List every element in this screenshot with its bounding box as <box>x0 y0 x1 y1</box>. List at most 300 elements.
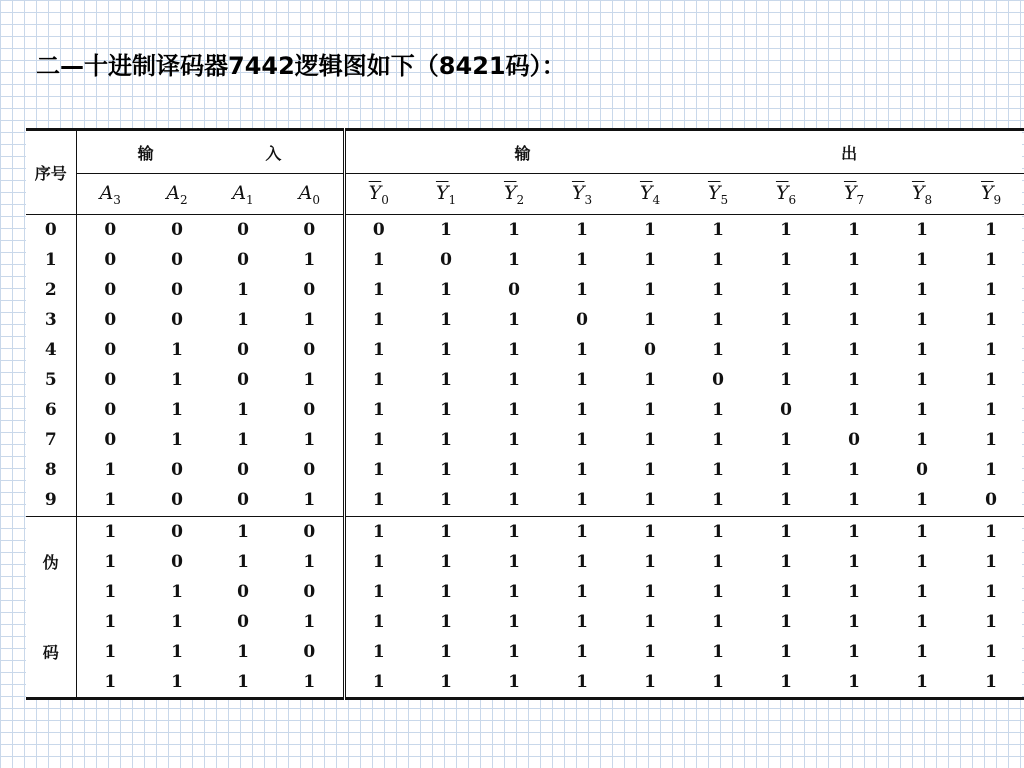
col-header-letter: $\overline{Y}$ <box>707 181 721 204</box>
output-cell: 1 <box>712 430 724 451</box>
input-cell: 1 <box>237 400 249 421</box>
seq-cell: 4 <box>26 335 76 365</box>
output-cell: 1 <box>985 460 997 481</box>
input-cell: 1 <box>276 305 344 335</box>
output-cell: 1 <box>644 641 656 662</box>
output-cell: 1 <box>752 215 820 246</box>
input-cell: 1 <box>210 667 276 699</box>
output-cell: 1 <box>848 250 860 271</box>
output-cell: 1 <box>916 310 928 331</box>
input-cell: 1 <box>104 490 117 511</box>
output-cell: 1 <box>576 490 588 511</box>
input-header-char-2: 入 <box>265 143 282 163</box>
output-cell: 1 <box>848 370 860 391</box>
output-cell: 1 <box>780 551 792 572</box>
output-cell: 1 <box>916 430 928 451</box>
col-header-subscript: 4 <box>652 192 661 207</box>
input-cell: 0 <box>276 335 344 365</box>
output-cell: 1 <box>440 611 452 632</box>
output-cell: 0 <box>712 370 724 391</box>
col-header-letter: A <box>99 181 114 204</box>
output-cell: 1 <box>848 490 860 511</box>
output-cell: 1 <box>956 667 1024 699</box>
output-group-header <box>344 130 1024 174</box>
table-row-pseudo <box>26 516 1024 547</box>
output-cell: 1 <box>440 581 452 602</box>
output-cell: 1 <box>480 667 548 699</box>
input-cell: 1 <box>276 365 344 395</box>
input-cell: 1 <box>276 667 344 699</box>
output-cell: 1 <box>508 400 520 421</box>
output-cell: 1 <box>820 215 888 246</box>
output-cell: 0 <box>344 215 412 246</box>
output-cell: 1 <box>372 370 385 391</box>
output-cell: 1 <box>848 460 860 481</box>
output-cell: 1 <box>712 460 724 481</box>
input-cell: 1 <box>171 430 183 451</box>
output-cell: 1 <box>916 400 928 421</box>
output-cell: 1 <box>372 400 385 421</box>
output-cell: 1 <box>712 400 724 421</box>
output-cell: 1 <box>508 460 520 481</box>
output-cell: 1 <box>712 250 724 271</box>
input-cell: 1 <box>104 581 117 602</box>
output-cell: 1 <box>576 611 588 632</box>
input-cell: 1 <box>276 485 344 516</box>
output-cell: 1 <box>848 340 860 361</box>
col-header-subscript: 2 <box>180 192 188 207</box>
slide-title: 二—十进制译码器7442逻辑图如下（8421码）： <box>36 52 566 80</box>
output-cell: 1 <box>440 280 452 301</box>
input-cell: 0 <box>237 490 249 511</box>
table-row <box>26 395 1024 425</box>
output-cell: 1 <box>576 551 588 572</box>
output-cell: 1 <box>508 581 520 602</box>
output-cell: 0 <box>848 430 860 451</box>
input-cell: 0 <box>276 516 344 547</box>
table-row <box>26 365 1024 395</box>
output-cell: 1 <box>372 460 385 481</box>
output-cell: 1 <box>508 430 520 451</box>
output-header-char-1: 输 <box>514 143 531 163</box>
output-cell: 1 <box>780 490 792 511</box>
input-cell: 1 <box>171 340 183 361</box>
input-cell: 1 <box>144 667 210 699</box>
output-cell: 1 <box>480 516 548 547</box>
input-col-header <box>210 174 276 215</box>
table-row <box>26 305 1024 335</box>
input-cell: 0 <box>237 581 249 602</box>
input-cell: 0 <box>104 280 117 301</box>
input-cell: 1 <box>104 551 117 572</box>
input-cell: 0 <box>144 215 210 246</box>
col-header-subscript: 7 <box>856 192 865 207</box>
input-cell: 0 <box>237 370 249 391</box>
input-cell: 1 <box>237 280 249 301</box>
col-header-letter: $\overline{Y}$ <box>843 181 857 204</box>
output-cell: 1 <box>372 280 385 301</box>
col-header-subscript: 0 <box>312 192 320 207</box>
input-cell: 0 <box>171 490 183 511</box>
col-header-subscript: 0 <box>381 192 389 207</box>
output-cell: 1 <box>440 641 452 662</box>
header-row-groups <box>26 130 1024 174</box>
col-header-letter: $\overline{Y}$ <box>435 181 449 204</box>
input-cell: 1 <box>237 641 249 662</box>
input-cell: 1 <box>104 611 117 632</box>
output-cell: 1 <box>372 611 385 632</box>
output-cell: 1 <box>372 310 385 331</box>
output-cell: 1 <box>985 581 997 602</box>
output-cell: 1 <box>576 581 588 602</box>
output-cell: 1 <box>712 310 724 331</box>
input-cell: 0 <box>104 400 117 421</box>
output-cell: 1 <box>956 516 1024 547</box>
col-header-letter: A <box>232 181 247 204</box>
col-header-subscript: 3 <box>113 192 121 207</box>
output-cell: 1 <box>644 310 656 331</box>
output-cell: 1 <box>576 641 588 662</box>
output-cell: 1 <box>440 551 452 572</box>
output-cell: 1 <box>576 340 588 361</box>
input-cell: 1 <box>171 611 183 632</box>
output-cell: 1 <box>616 516 684 547</box>
table-row <box>26 455 1024 485</box>
output-cell: 1 <box>820 667 888 699</box>
col-header-subscript: 5 <box>720 192 729 207</box>
output-cell: 1 <box>372 551 385 572</box>
output-cell: 1 <box>548 516 616 547</box>
output-cell: 1 <box>888 667 956 699</box>
input-cell: 1 <box>276 245 344 275</box>
output-cell: 1 <box>372 340 385 361</box>
output-cell: 1 <box>576 280 588 301</box>
input-cell: 0 <box>76 215 144 246</box>
input-cell: 1 <box>276 425 344 455</box>
output-cell: 1 <box>440 310 452 331</box>
output-cell: 1 <box>780 370 792 391</box>
seq-cell: 8 <box>26 455 76 485</box>
output-cell: 1 <box>712 490 724 511</box>
table-row-pseudo <box>26 637 1024 667</box>
input-cell: 0 <box>276 637 344 667</box>
output-cell: 1 <box>780 280 792 301</box>
output-cell: 1 <box>985 430 997 451</box>
seq-cell: 6 <box>26 395 76 425</box>
output-cell: 1 <box>985 310 997 331</box>
output-cell: 1 <box>576 430 588 451</box>
output-cell: 1 <box>372 490 385 511</box>
input-cell: 0 <box>144 516 210 547</box>
output-cell: 0 <box>916 460 928 481</box>
output-col-header <box>480 174 548 215</box>
output-cell: 1 <box>508 340 520 361</box>
seq-cell: 3 <box>26 305 76 335</box>
output-cell: 1 <box>916 581 928 602</box>
output-cell: 1 <box>780 250 792 271</box>
output-cell: 1 <box>916 280 928 301</box>
input-cell: 1 <box>104 460 117 481</box>
output-cell: 1 <box>412 215 480 246</box>
output-cell: 1 <box>644 370 656 391</box>
input-cell: 0 <box>104 340 117 361</box>
input-cell: 0 <box>237 340 249 361</box>
col-header-subscript: 2 <box>516 192 525 207</box>
col-header-letter: $\overline{Y}$ <box>503 181 517 204</box>
output-cell: 1 <box>848 551 860 572</box>
table-row <box>26 425 1024 455</box>
output-cell: 1 <box>616 667 684 699</box>
output-cell: 1 <box>712 551 724 572</box>
output-col-header <box>616 174 684 215</box>
input-group-header <box>76 130 344 174</box>
output-cell: 1 <box>848 400 860 421</box>
input-cell: 0 <box>276 275 344 305</box>
input-cell: 0 <box>104 250 117 271</box>
output-cell: 1 <box>644 280 656 301</box>
output-cell: 1 <box>956 215 1024 246</box>
input-cell: 0 <box>104 310 117 331</box>
output-cell: 1 <box>372 430 385 451</box>
input-cell: 1 <box>237 430 249 451</box>
col-header-subscript: 1 <box>246 192 254 207</box>
input-cell: 1 <box>171 400 183 421</box>
output-cell: 1 <box>644 611 656 632</box>
output-cell: 1 <box>480 215 548 246</box>
input-cell: 0 <box>276 455 344 485</box>
output-cell: 1 <box>684 215 752 246</box>
input-cell: 1 <box>237 310 249 331</box>
output-cell: 0 <box>644 340 656 361</box>
output-cell: 1 <box>576 250 588 271</box>
output-cell: 1 <box>916 340 928 361</box>
input-col-header <box>144 174 210 215</box>
input-cell: 0 <box>237 250 249 271</box>
output-col-header <box>752 174 820 215</box>
output-cell: 0 <box>576 310 588 331</box>
input-col-header <box>276 174 344 215</box>
output-cell: 1 <box>644 430 656 451</box>
col-header-subscript: 9 <box>993 192 1002 207</box>
col-header-letter: $\overline{Y}$ <box>639 181 653 204</box>
seq-cell: 1 <box>26 245 76 275</box>
seq-cell: 7 <box>26 425 76 455</box>
output-header-char-2: 出 <box>841 143 858 163</box>
output-cell: 1 <box>440 370 452 391</box>
input-cell: 1 <box>76 667 144 699</box>
table-row-pseudo <box>26 577 1024 607</box>
col-header-letter: A <box>298 181 313 204</box>
output-cell: 1 <box>684 516 752 547</box>
truth-table <box>26 128 1024 700</box>
output-cell: 1 <box>508 370 520 391</box>
output-cell: 1 <box>985 370 997 391</box>
col-header-letter: $\overline{Y}$ <box>368 181 382 204</box>
output-cell: 1 <box>820 516 888 547</box>
seq-header: 序号 <box>26 130 76 215</box>
output-cell: 1 <box>916 641 928 662</box>
output-cell: 1 <box>848 641 860 662</box>
col-header-letter: A <box>166 181 181 204</box>
output-cell: 0 <box>780 400 792 421</box>
seq-cell: 0 <box>26 215 76 246</box>
output-cell: 1 <box>644 250 656 271</box>
output-cell: 1 <box>916 611 928 632</box>
input-cell: 0 <box>171 460 183 481</box>
output-cell: 1 <box>576 460 588 481</box>
output-col-header <box>548 174 616 215</box>
output-cell: 1 <box>916 370 928 391</box>
input-cell: 1 <box>104 641 117 662</box>
table-row <box>26 215 1024 246</box>
output-cell: 1 <box>916 250 928 271</box>
output-cell: 1 <box>780 310 792 331</box>
output-cell: 1 <box>916 490 928 511</box>
output-cell: 1 <box>412 667 480 699</box>
output-col-header <box>820 174 888 215</box>
input-header-char-1: 输 <box>137 143 154 163</box>
output-cell: 1 <box>644 551 656 572</box>
output-cell: 1 <box>780 430 792 451</box>
input-cell: 0 <box>104 370 117 391</box>
output-cell: 1 <box>576 400 588 421</box>
input-cell: 1 <box>210 516 276 547</box>
output-cell: 1 <box>548 667 616 699</box>
table-row <box>26 275 1024 305</box>
output-cell: 1 <box>712 611 724 632</box>
table-row <box>26 335 1024 365</box>
input-col-header <box>76 174 144 215</box>
table-row <box>26 485 1024 516</box>
table-row <box>26 245 1024 275</box>
col-header-subscript: 3 <box>584 192 593 207</box>
input-cell: 1 <box>171 370 183 391</box>
output-cell: 1 <box>440 400 452 421</box>
output-cell: 1 <box>848 310 860 331</box>
output-col-header <box>888 174 956 215</box>
input-cell: 0 <box>210 215 276 246</box>
output-cell: 1 <box>616 215 684 246</box>
output-cell: 1 <box>440 460 452 481</box>
output-col-header <box>684 174 752 215</box>
table-row-pseudo <box>26 607 1024 637</box>
output-col-header <box>956 174 1024 215</box>
output-cell: 1 <box>684 667 752 699</box>
input-cell: 1 <box>171 641 183 662</box>
output-cell: 1 <box>985 611 997 632</box>
input-cell: 0 <box>237 611 249 632</box>
output-cell: 1 <box>576 370 588 391</box>
output-cell: 1 <box>548 215 616 246</box>
output-cell: 1 <box>916 551 928 572</box>
output-cell: 1 <box>508 551 520 572</box>
output-cell: 1 <box>508 611 520 632</box>
input-cell: 0 <box>237 460 249 481</box>
output-cell: 1 <box>712 340 724 361</box>
output-cell: 1 <box>752 667 820 699</box>
input-cell: 1 <box>237 551 249 572</box>
output-cell: 1 <box>985 250 997 271</box>
output-cell: 1 <box>780 460 792 481</box>
input-cell: 1 <box>276 547 344 577</box>
output-cell: 1 <box>644 581 656 602</box>
pseudo-code-label: 码 <box>26 607 76 699</box>
output-cell: 1 <box>985 400 997 421</box>
col-header-subscript: 1 <box>448 192 457 207</box>
output-cell: 1 <box>985 641 997 662</box>
output-cell: 1 <box>440 490 452 511</box>
output-cell: 1 <box>780 581 792 602</box>
input-cell: 0 <box>171 280 183 301</box>
input-cell: 0 <box>171 551 183 572</box>
col-header-subscript: 8 <box>924 192 933 207</box>
output-cell: 1 <box>508 641 520 662</box>
input-cell: 0 <box>276 395 344 425</box>
output-cell: 1 <box>644 460 656 481</box>
output-cell: 1 <box>412 516 480 547</box>
input-cell: 1 <box>171 581 183 602</box>
output-cell: 1 <box>372 250 385 271</box>
output-cell: 1 <box>985 340 997 361</box>
col-header-letter: $\overline{Y}$ <box>775 181 789 204</box>
output-col-header <box>412 174 480 215</box>
output-cell: 1 <box>440 340 452 361</box>
input-cell: 0 <box>276 577 344 607</box>
input-cell: 0 <box>171 310 183 331</box>
output-cell: 1 <box>712 581 724 602</box>
output-col-header <box>344 174 412 215</box>
output-cell: 1 <box>780 641 792 662</box>
output-cell: 1 <box>780 611 792 632</box>
output-cell: 1 <box>440 430 452 451</box>
seq-cell: 9 <box>26 485 76 516</box>
output-cell: 1 <box>644 490 656 511</box>
output-cell: 1 <box>372 641 385 662</box>
output-cell: 1 <box>508 490 520 511</box>
col-header-letter: $\overline{Y}$ <box>911 181 925 204</box>
output-cell: 1 <box>985 280 997 301</box>
output-cell: 1 <box>372 581 385 602</box>
output-cell: 1 <box>888 215 956 246</box>
output-cell: 1 <box>848 581 860 602</box>
col-header-letter: $\overline{Y}$ <box>980 181 994 204</box>
table-row-pseudo <box>26 667 1024 699</box>
output-cell: 1 <box>508 310 520 331</box>
output-cell: 1 <box>848 611 860 632</box>
pseudo-code-label: 伪 <box>26 516 76 607</box>
seq-cell: 5 <box>26 365 76 395</box>
output-cell: 0 <box>508 280 520 301</box>
output-cell: 1 <box>712 280 724 301</box>
truth-table-figure <box>26 128 1022 700</box>
output-cell: 1 <box>752 516 820 547</box>
output-cell: 1 <box>780 340 792 361</box>
output-cell: 1 <box>985 551 997 572</box>
output-cell: 1 <box>888 516 956 547</box>
col-header-letter: $\overline{Y}$ <box>571 181 585 204</box>
output-cell: 1 <box>712 641 724 662</box>
seq-cell: 2 <box>26 275 76 305</box>
output-cell: 1 <box>848 280 860 301</box>
output-cell: 0 <box>985 490 997 511</box>
input-cell: 1 <box>76 516 144 547</box>
output-cell: 0 <box>440 250 452 271</box>
col-header-subscript: 6 <box>788 192 797 207</box>
table-row-pseudo <box>26 547 1024 577</box>
input-cell: 0 <box>104 430 117 451</box>
input-cell: 0 <box>276 215 344 246</box>
input-cell: 0 <box>171 250 183 271</box>
